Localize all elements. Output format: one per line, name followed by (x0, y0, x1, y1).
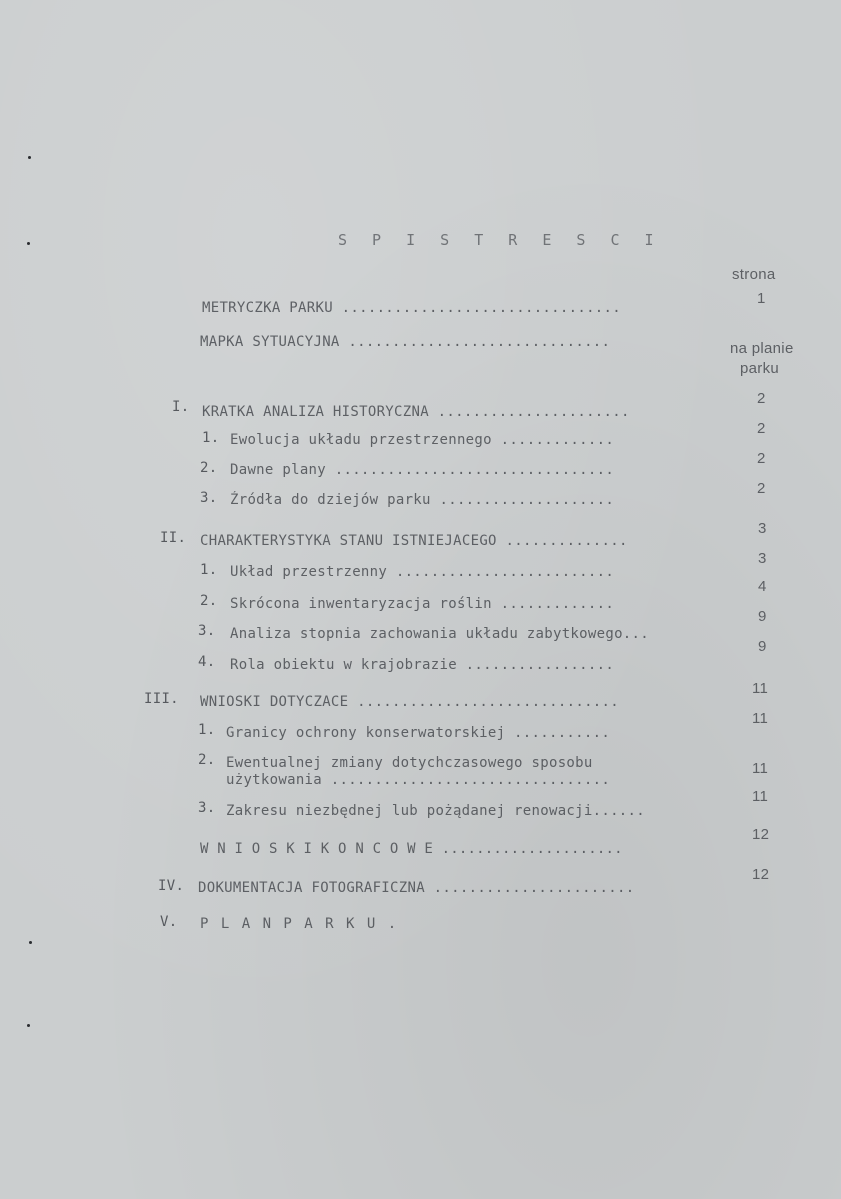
margin-speck (29, 941, 32, 944)
toc-entry-page: 3 (758, 520, 767, 537)
toc-entry-label: Układ przestrzenny ......................... (230, 564, 615, 580)
margin-speck (27, 242, 30, 245)
toc-entry-label: W N I O S K I K O N C O W E ..................... (200, 841, 623, 857)
toc-subsection-number: 4. (198, 654, 216, 670)
toc-subsection-number: 1. (200, 562, 218, 578)
toc-entry-label: Zakresu niezbędnej lub pożądanej renowacji...... (226, 803, 645, 819)
toc-subsection-number: 2. (198, 752, 216, 768)
toc-entry-label: Skrócona inwentaryzacja roślin ............. (230, 596, 615, 612)
toc-entry-page: 12 (752, 826, 770, 843)
document-title: S P I S T R E S C I (338, 231, 662, 249)
toc-section-number: V. (160, 914, 178, 930)
toc-entry-label-continued: użytkowania ................................ (226, 772, 611, 788)
page-column-header: strona (732, 266, 776, 283)
toc-subsection-number: 3. (200, 490, 218, 506)
toc-subsection-number: 2. (200, 460, 218, 476)
toc-subsection-number: 1. (198, 722, 216, 738)
toc-entry-label: CHARAKTERYSTYKA STANU ISTNIEJACEGO .............. (200, 533, 628, 549)
toc-entry-label: DOKUMENTACJA FOTOGRAFICZNA ....................... (198, 880, 635, 896)
toc-entry-page: 3 (758, 550, 767, 567)
toc-entry-label: MAPKA SYTUACYJNA .............................. (200, 334, 611, 350)
toc-entry-page: 11 (752, 760, 769, 777)
toc-section-number: IV. (158, 878, 185, 894)
toc-entry-page: na planie (730, 340, 794, 357)
toc-entry-page: 2 (757, 390, 766, 407)
toc-subsection-number: 3. (198, 623, 216, 639)
toc-section-number: I. (172, 399, 190, 415)
toc-subsection-number: 1. (202, 430, 220, 446)
toc-subsection-number: 2. (200, 593, 218, 609)
toc-entry-page: 1 (757, 290, 766, 307)
toc-entry-label: Rola obiektu w krajobrazie ................. (230, 657, 615, 673)
toc-entry-label: WNIOSKI DOTYCZACE .............................. (200, 694, 619, 710)
toc-entry-label: Granicy ochrony konserwatorskiej ........... (226, 725, 611, 741)
toc-entry-page: 9 (758, 608, 767, 625)
toc-entry-label: Analiza stopnia zachowania układu zabytkowego... (230, 626, 649, 642)
toc-entry-label: Ewolucja układu przestrzennego ............. (230, 432, 615, 448)
toc-entry-page: 2 (757, 420, 766, 437)
toc-entry-page: 11 (752, 680, 769, 697)
toc-entry-page-continued: parku (740, 360, 780, 377)
toc-entry-label: P L A N P A R K U . (200, 916, 399, 932)
margin-speck (28, 156, 31, 159)
margin-speck (27, 1024, 30, 1027)
toc-subsection-number: 3. (198, 800, 216, 816)
toc-section-number: II. (160, 530, 187, 546)
toc-entry-label: METRYCZKA PARKU ................................ (202, 300, 621, 316)
toc-entry-page: 11 (752, 710, 769, 727)
toc-section-number: III. (144, 691, 179, 707)
toc-entry-page: 2 (757, 450, 766, 467)
toc-entry-page: 9 (758, 638, 767, 655)
toc-entry-label: Ewentualnej zmiany dotychczasowego sposobu (226, 755, 593, 771)
toc-entry-label: Dawne plany ................................ (230, 462, 615, 478)
toc-entry-label: KRATKA ANALIZA HISTORYCZNA ...................... (202, 404, 630, 420)
toc-entry-page: 4 (758, 578, 767, 595)
toc-entry-page: 2 (757, 480, 766, 497)
toc-entry-label: Źródła do dziejów parku .................... (230, 492, 615, 508)
toc-entry-page: 11 (752, 788, 769, 805)
toc-entry-page: 12 (752, 866, 770, 883)
